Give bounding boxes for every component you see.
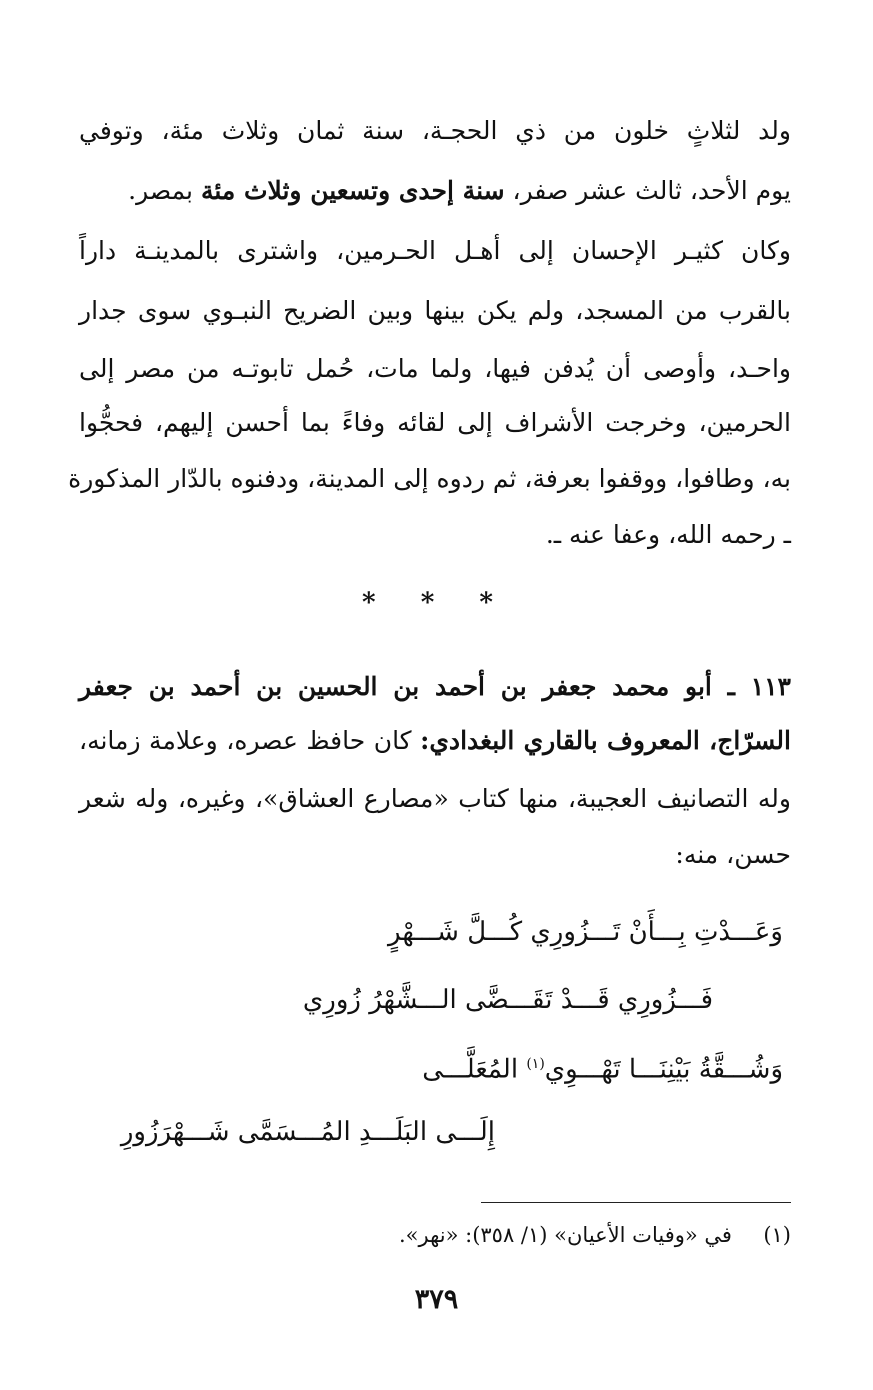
paragraph1-line2-text-bold: سنة إحدى وتسعين وثلاث مئة bbox=[200, 176, 505, 205]
entry-line3-text: وله التصانيف العجيبة، منها كتاب «مصارع العشاق»، وغيره، وله شعر bbox=[79, 784, 791, 813]
section-separator: * * * bbox=[362, 588, 511, 618]
footnote-reference[interactable]: (١) bbox=[526, 1056, 545, 1072]
entry-line4 bbox=[79, 838, 791, 872]
page-number: ٣٧٩ bbox=[414, 1284, 459, 1315]
poem-verse3-text-a: وَشُـــقَّةُ بَيْنِنَـــا تَهْـــوِي bbox=[544, 1054, 783, 1085]
paragraph2-line1-text: وكان كثيـر الإحسان إلى أهـل الحـرمين، واشترى بالمدينـة داراً bbox=[79, 236, 791, 265]
poem-verse3 bbox=[422, 1044, 783, 1090]
entry-line2-text: كان حافظ عصره، وعلامة زمانه، bbox=[79, 726, 412, 755]
entry-line3 bbox=[79, 782, 791, 816]
paragraph2-line6-text: ـ رحمه الله، وعفا عنه ـ. bbox=[545, 520, 791, 549]
paragraph2-line4 bbox=[79, 406, 791, 440]
paragraph2-line4-text: الحرمين، وخرجت الأشراف إلى لقائه وفاءً بما أحسن إليهم، فحجُّوا bbox=[79, 408, 791, 437]
poem-verse3-text-b: المُعَلَّـــى bbox=[422, 1054, 527, 1085]
paragraph2-line6 bbox=[79, 518, 791, 552]
paragraph2-line3-text: واحـد، وأوصى أن يُدفن فيها، ولما مات، حُمل تابوتـه من مصر إلى bbox=[79, 354, 791, 383]
poem-verse4: إِلَـــى البَلَـــدِ المُـــسَمَّى شَـــهْرَزُورِ bbox=[120, 1117, 495, 1147]
paragraph1-line2-text-c: بمصر. bbox=[128, 176, 194, 205]
paragraph2-line1 bbox=[79, 234, 791, 268]
paragraph2-line5-text: به، وطافوا، ووقفوا بعرفة، ثم ردوه إلى المدينة، ودفنوه بالدّار المذكورة bbox=[68, 464, 791, 493]
paragraph2-line5 bbox=[68, 462, 791, 496]
entry-heading-text: ١١٣ ـ أبو محمد جعفر بن أحمد بن الحسين بن أحمد بن جعفر bbox=[79, 672, 791, 701]
paragraph2-line3 bbox=[79, 352, 791, 386]
paragraph1-line2 bbox=[79, 174, 791, 208]
footnote-marker: (١) bbox=[763, 1223, 791, 1247]
paragraph1-line2-text-a: يوم الأحد، ثالث عشر صفر، bbox=[512, 176, 791, 205]
entry-line4-text: حسن، منه: bbox=[675, 840, 791, 869]
footnote-divider bbox=[481, 1202, 791, 1203]
footnote bbox=[399, 1220, 791, 1250]
poem-verse2: فَـــزُورِي قَـــدْ تَقَـــضَّى الـــشَّهْرُ زُورِي bbox=[302, 985, 713, 1015]
paragraph1-line1 bbox=[79, 114, 791, 148]
paragraph2-line2 bbox=[79, 294, 791, 328]
footnote-text: في «وفيات الأعيان» (١/ ٣٥٨): «نهر». bbox=[398, 1223, 732, 1247]
poem-verse1: وَعَـــدْتِ بِـــأَنْ تَـــزُورِي كُـــلَّ شَـــهْرٍ bbox=[388, 917, 783, 947]
entry-heading-line1 bbox=[79, 670, 791, 704]
paragraph1-line1-text: ولد لثلاثٍ خلون من ذي الحجـة، سنة ثمان وثلاث مئة، وتوفي bbox=[79, 116, 791, 145]
entry-line2 bbox=[79, 724, 791, 758]
entry-line2-bold: السرّاج، المعروف بالقاري البغدادي: bbox=[420, 726, 791, 755]
paragraph2-line2-text: بالقرب من المسجد، ولم يكن بينها وبين الضريح النبـوي سوى جدار bbox=[79, 296, 791, 325]
